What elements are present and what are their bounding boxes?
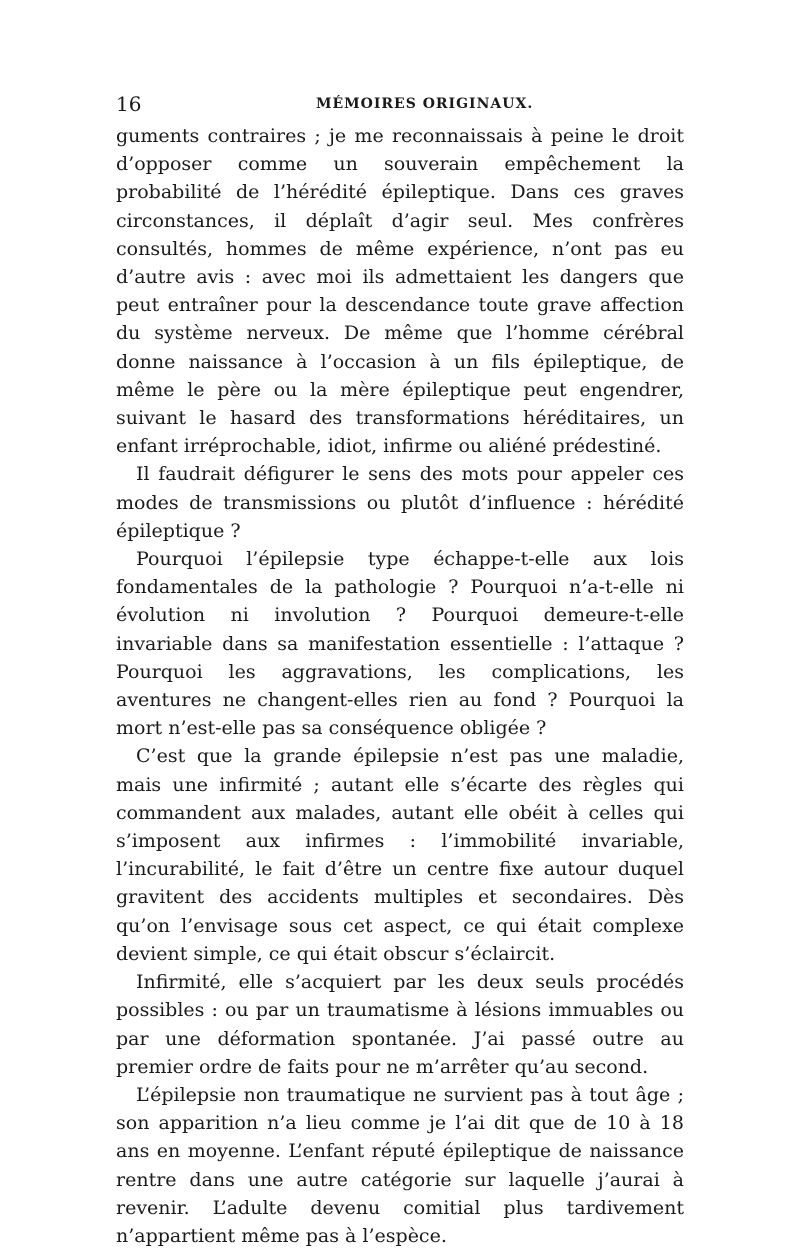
paragraph: Infirmité, elle s’acquiert par les deux seuls procédés possibles : ou par un traumatisme à lésions immuables ou par une déformation spontanée. J’ai passé outre au premier ordre de faits pour ne m’arrêter qu’au second.	[116, 971, 684, 1078]
page-number: 16	[116, 92, 142, 116]
body-text	[116, 122, 684, 1250]
running-head	[116, 92, 684, 118]
running-title: MÉMOIRES ORIGINAUX.	[316, 96, 534, 112]
paragraph: Il faudrait défigurer le sens des mots pour appeler ces modes de transmissions ou plutôt d’influence : hérédité épileptique ?	[116, 463, 684, 542]
paragraph-continued: guments contraires ; je me reconnaissais à peine le droit d’opposer comme un souverain empêchement la probabilité de l’hérédité épileptique. Dans ces graves circonstances, il déplaît d’agir seul. Mes confrères consultés, hommes de même expérience, n’ont pas eu d’autre avis : avec moi ils admettaient les dangers que peut entraîner pour la descendance toute grave affection du système nerveux. De même que l’homme cérébral donne naissance à l’occasion à un fils épileptique, de même le père ou la mère épileptique peut engendrer, suivant le hasard des transformations héréditaires, un enfant irréprochable, idiot, infirme ou aliéné prédestiné.	[116, 125, 684, 458]
paragraph: C’est que la grande épilepsie n’est pas une maladie, mais une infirmité ; autant elle s’écarte des règles qui commandent aux malades, autant elle obéit à celles qui s’imposent aux infirmes : l’immobilité invariable, l’incurabilité, le fait d’être un centre fixe autour duquel gravitent des accidents multiples et secondaires. Dès qu’on l’envisage sous cet aspect, ce qui était complexe devient simple, ce qui était obscur s’éclaircit.	[116, 745, 684, 965]
document-page	[116, 92, 684, 1250]
paragraph: Pourquoi l’épilepsie type échappe-t-elle aux lois fondamentales de la pathologie ? Pourquoi n’a-t-elle ni évolution ni involution ? Pourquoi demeure-t-elle invariable dans sa manifestation essentielle : l’attaque ? Pourquoi les aggravations, les complications, les aventures ne changent-elles rien au fond ? Pourquoi la mort n’est-elle pas sa conséquence obligée ?	[116, 548, 684, 740]
paragraph: L’épilepsie non traumatique ne survient pas à tout âge ; son apparition n’a lieu comme je l’ai dit que de 10 à 18 ans en moyenne. L’enfant réputé épileptique de naissance rentre dans une autre catégorie sur laquelle j’aurai à revenir. L’adulte devenu comitial plus tardivement n’appartient même pas à l’espèce.	[116, 1083, 684, 1247]
